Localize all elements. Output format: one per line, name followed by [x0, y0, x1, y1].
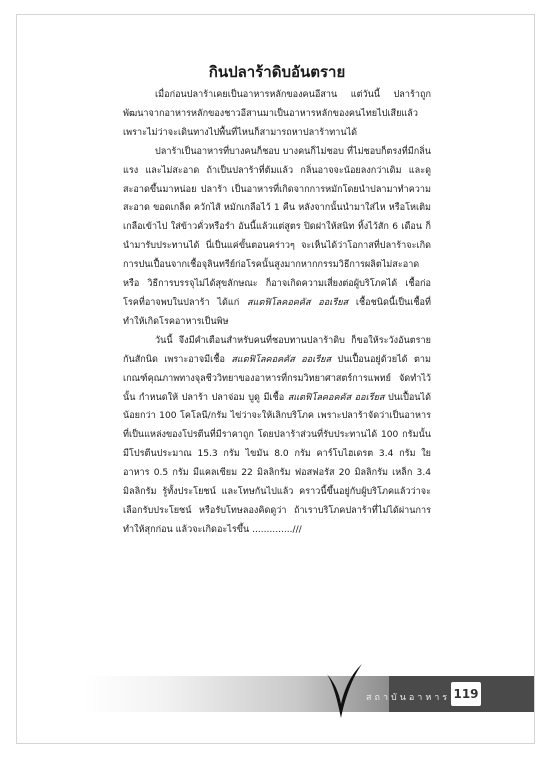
- text-segment: ปนเปื้อนได้น้อยกว่า 100 โคโลนี/กรัม ไข่ว่าจะให้เลิกบริโภค เพราะปลาร้าจัดว่าเป็นอาหารที่เป็นแหล่งของโปรตีนที่มีราคาถูก โดยปลาร้าส่วนที่รับประทานได้ 100 กรัมนั้น มีโปรตีนประมาณ 15.3 กรัม ไขมัน 8.0 กรัม คาร์โบไฮเดรต 3.4 กรัม ใยอาหาร 0.5 กรัม มีแคลเซียม 22 มิลลิกรัม ฟอสฟอรัส 20 มิลลิกรัม เหล็ก 3.4 มิลลิกรัม รู้ทั้งประโยชน์ และโทษกันไปแล้ว คราวนี้ขึ้นอยู่กับผู้บริโภคแล้วว่าจะเลือกรับประโยชน์ หรือรับโทษลองคิดดูว่า ถ้าเราบริโภคปลาร้าที่ไม่ได้ผ่านการทำให้สุกก่อน แล้วจะเกิดอะไรขึ้น ..............///: [123, 392, 431, 535]
- text-segment: ปนเปื้อนอยู่ด้วยได้ ตามเกณฑ์คุณภาพทางจุลชีววิทยาของอาหารที่กรมวิทยาศาสตร์การแพทย์ จัดทำไว้นั้น กำหนดให้ ปลาร้า ปลาจ่อม บูดู มีเชื้อ: [123, 354, 431, 403]
- page-number: 119: [451, 682, 481, 706]
- book-title: สถาบันอาหาร: [366, 693, 451, 703]
- paragraph: [123, 143, 431, 332]
- article-body: [123, 86, 431, 540]
- leaf-check-icon: [324, 660, 364, 720]
- species-name: สแตฟิโลคอคคัส ออเรียส: [231, 354, 332, 365]
- text-segment: วันนี้ จึงมีคำเตือนสำหรับคนที่ชอบทานปลาร้าดิบ ก็ขอให้ระวังอันตรายกันสักนิด เพราะอาจมีเชื้อ: [123, 335, 431, 365]
- species-name: สแตฟิโลคอคคัส ออเรียส: [287, 392, 385, 403]
- text-segment: เมื่อก่อนปลาร้าเคยเป็นอาหารหลักของคนอีสาน แต่วันนี้ ปลาร้าถูกพัฒนาจากอาหารหลักของชาวอีสานมาเป็นอาหารหลักของคนไทยไปเสียแล้ว เพราะไม่ว่าจะเดินทางไปพื้นที่ไหนก็สามารถหาปลาร้าทานได้: [123, 90, 431, 138]
- species-name: สแตฟิโลคอคคัส ออเรียส: [247, 297, 349, 308]
- text-segment: ปลาร้าเป็นอาหารที่บางคนก็ชอบ บางคนก็ไม่ชอบ ที่ไม่ชอบก็ตรงที่มีกลิ่นแรง และไม่สะอาด ถ้าเป็นปลาร้าที่ต้มแล้ว กลิ่นอาจจะน้อยลงกว่าเดิม และดูสะอาดขึ้นมาหน่อย ปลาร้า เป็นอาหารที่เกิดจากการหมักโดยนำปลามาทำความสะอาด ขอดเกล็ด ควักไส้ หมักเกลือไว้ 1 คืน หลังจากนั้นนำมาใส่ไห หรือโหเติมเกลือเข้าไป ใส่ข้าวคั่วหรือรำ อันนี้แล้วแต่สูตร ปิดฝาให้สนิท ทิ้งไว้สัก 6 เดือน ก็นำมารับประทานได้ นี่เป็นแค่ขั้นตอนคร่าวๆ จะเห็นได้ว่าโอกาสที่ปลาร้าจะเกิดการปนเปื้อนจากเชื้อจุลินทรีย์ก่อโรคนั้นสูงมากหากกรรมวิธีการผลิตไม่สะอาด หรือ วิธีการบรรจุไม่ได้สุขลักษณะ ก็อาจเกิดความเสี่ยงต่อผู้บริโภคได้ เชื้อก่อโรคที่อาจพบในปลาร้า ได้แก่: [123, 146, 431, 308]
- paragraph: [123, 86, 431, 143]
- text-segment: เชื้อชนิดนี้เป็นเชื้อที่ทำให้เกิดโรคอาหารเป็นพิษ: [123, 297, 431, 327]
- article: [123, 62, 431, 540]
- article-title: กินปลาร้าดิบอันตราย: [208, 63, 346, 81]
- paragraph: [123, 332, 431, 540]
